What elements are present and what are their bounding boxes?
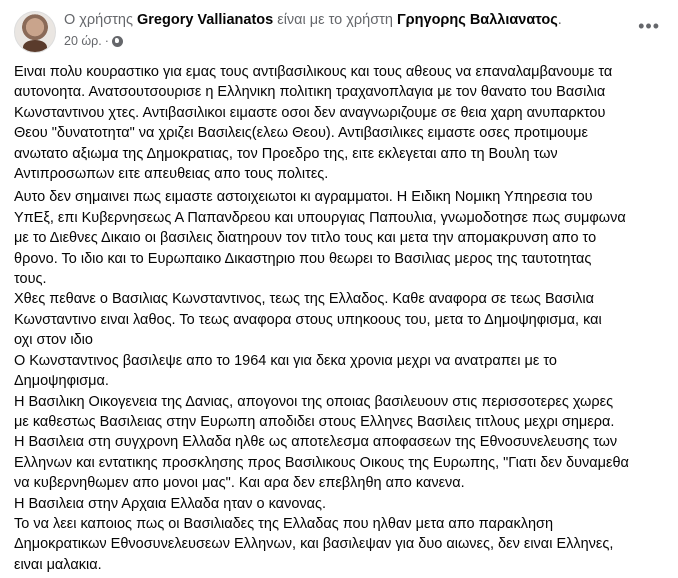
more-options-button[interactable]: •••	[638, 16, 660, 36]
post-text-line: Κωνσταντινο ειναι λαθος. Το τεως αναφορα στους υπηκοους του, μετα το Δημοψηφισμα, και	[14, 311, 602, 328]
post-timestamp[interactable]: 20 ώρ.	[64, 34, 102, 48]
author-avatar[interactable]	[14, 11, 56, 53]
post-paragraph	[14, 62, 629, 184]
post-text-line: οχι στον ιδιο	[14, 332, 93, 349]
post-text-line: Η Βασιλεια στην Αρχαια Ελλαδα ηταν ο κανονας.	[14, 495, 327, 512]
post-text-line: ειναι μαλακια.	[14, 556, 102, 573]
post-text-line: θρονο. Το ιδιο και το Ευρωπαικο Δικαστηριο που θεωρει το Βασιλιας μερος της ταυτοτητας	[14, 250, 592, 267]
post-text-line: με το Διεθνες Δικαιο οι βασιλεις διατηρουν τον τιτλο τους και μετα την απομακρυνση απο το	[14, 230, 597, 247]
post-text-line: τους.	[14, 271, 47, 288]
post-text-line: να κυβερνηθωμεν απο μονοι μας". Και αρα δεν επεβληθη απο κανενα.	[14, 475, 465, 492]
post-paragraph	[14, 187, 629, 575]
post-text-line: Κωνσταντινου χτες. Αντιβασιλικοι ειμαστε οσοι δεν αναγνωριζουμε σε θεια χαρη ανυπαρκτου	[14, 104, 606, 121]
author-name-link[interactable]: Gregory Vallianatos	[137, 12, 274, 28]
post-text-line: Χθες πεθανε ο Βασιλιας Κωνσταντινος, τεως της Ελλαδος. Καθε αναφορα σε τεως Βασιλια	[14, 291, 595, 308]
post-text-line: Αντιπροσωπων ειτε απευθειας απο τους πολιτες.	[14, 166, 329, 183]
post-header	[64, 12, 562, 28]
post-text-line: ΥπΕξ, επι Κυβερνησεως Α Παπανδρεου και υπουργιας Παπουλια, γνωμοδοτησε πως συμφωνα	[14, 209, 626, 226]
post-text-line: Δημοψηφισμα.	[14, 373, 109, 390]
post-text-line: Δημοκρατικων Εθνοσυνελευσεων Ελληνων, και βασιλεψαν για δυο αιωνες, δεν ειναι Ελληνες,	[14, 536, 614, 553]
post-text-line: Η Βασιλεια στη συγχρονη Ελλαδα ηλθε ως αποτελεσμα αποφασεων της Εθνοσυνελευσης των	[14, 434, 618, 451]
header-suffix: .	[557, 12, 562, 28]
post-body	[14, 62, 629, 578]
header-middle: είναι με το χρήστη	[277, 12, 393, 28]
post-text-line: Αυτο δεν σημαινει πως ειμαστε αστοιχειωτοι κι αγραμματοι. Η Ειδικη Νομικη Υπηρεσια του	[14, 189, 593, 206]
globe-icon[interactable]	[112, 36, 123, 47]
tagged-user-link[interactable]: Γρηγορης Βαλλιανατος	[396, 12, 558, 28]
post-text-line: αυτονοητα. Ανατσουτσουρισε η Ελληνικη πολιτικη τραχανοπλαγια με τον θανατο του Βασιλια	[14, 84, 606, 101]
post-text-line: Ειναι πολυ κουραστικο για εμας τους αντιβασιλικους και τους αθεους να επαναλαμβανουμε τα	[14, 64, 613, 80]
meta-separator: ·	[104, 34, 109, 48]
post-meta	[64, 34, 123, 48]
post-text-line: Η Βασιλικη Οικογενεια της Δανιας, απογονοι της οποιας βασιλευουν στις περισσοτερες χωρες	[14, 393, 614, 410]
post-text-line: Ο Κωνσταντινος βασιλεψε απο το 1964 και για δεκα χρονια μεχρι να ανατραπει με το	[14, 352, 557, 369]
post-text-line: ανωτατο αξιωμα της Δημοκρατιας, τον Προεδρο της, ειτε εκλεγεται απο τη Βουλη των	[14, 145, 558, 162]
post-text-line: Το να λεει καποιος πως οι Βασιλιαδες της Ελλαδας που ηλθαν μετα απο παρακληση	[14, 515, 554, 532]
header-prefix: Ο χρήστης	[64, 12, 133, 28]
post-text-line: με καθεστως Βασιλειας στην Ευρωπη αποδιδει στους Ελληνες Βασιλεις τιτλους μεχρι σημερα.	[14, 413, 615, 430]
post-text-line: Ελληνων και εντατικης προσκλησης προς Βασιλικους Οικους της Ευρωπης, "Γιατι δεν δυναμεθα	[14, 454, 629, 471]
post-text-line: Θεου "δυνατοτητα" να χριζει Βασιλεις(ελεω Θεου). Αντιβασιλικες ειμαστε οσες προτιμουμε	[14, 125, 588, 142]
